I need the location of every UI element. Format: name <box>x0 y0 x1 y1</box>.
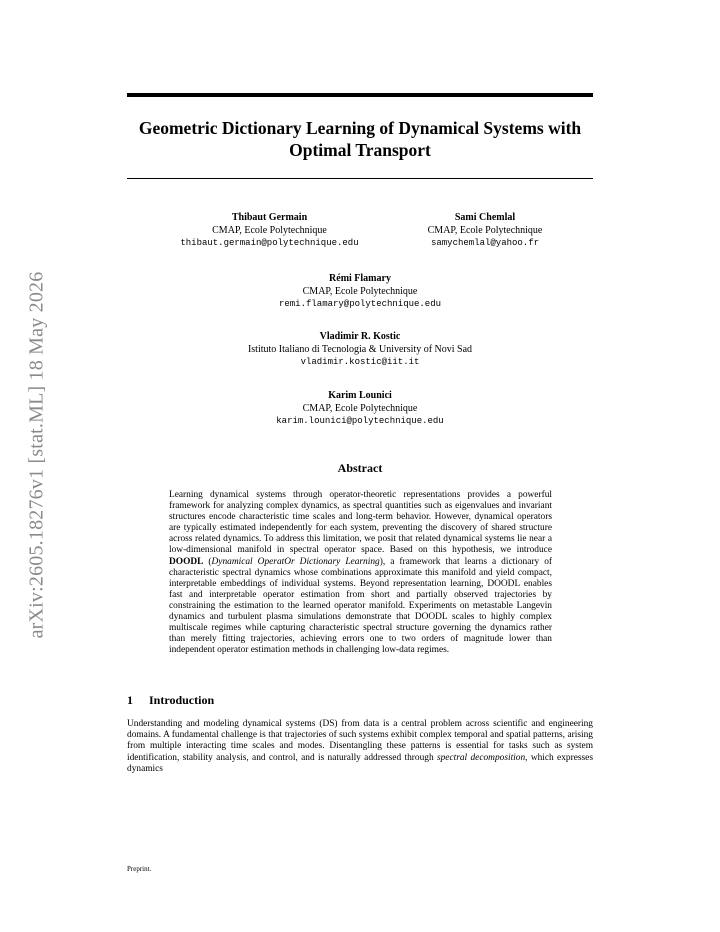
section-number: 1 <box>127 693 133 707</box>
author-affiliation: CMAP, Ecole Polytechnique <box>302 285 418 297</box>
section-heading-introduction <box>127 693 214 708</box>
paper-title: Geometric Dictionary Learning of Dynamical Systems with Optimal Transport <box>138 118 582 160</box>
author-name: Vladimir R. Kostic <box>319 331 401 342</box>
abstract-heading: Abstract <box>337 461 383 475</box>
title-top-rule <box>127 93 593 97</box>
arxiv-identifier[interactable]: arXiv:2605.18276v1 [stat.ML] 18 May 2026 <box>25 271 48 639</box>
intro-text-part2: , which expresses dynamics <box>127 752 593 774</box>
intro-emphasis: spectral decomposition <box>436 752 526 763</box>
preprint-note: Preprint. <box>127 865 152 873</box>
author-block-lounici <box>227 390 493 428</box>
author-email[interactable]: samychemlal@yahoo.fr <box>430 238 540 248</box>
method-expansion: Dynamical OperatOr Dictionary Learning <box>211 556 380 567</box>
author-email[interactable]: vladimir.kostic@iit.it <box>300 357 420 367</box>
author-name: Sami Chemlal <box>454 212 516 223</box>
title-bottom-rule <box>127 178 593 179</box>
author-name: Karim Lounici <box>328 390 392 401</box>
author-email[interactable]: thibaut.germain@polytechnique.edu <box>180 238 359 248</box>
author-affiliation: CMAP, Ecole Polytechnique <box>212 224 327 236</box>
author-name: Thibaut Germain <box>231 212 308 223</box>
author-block-kostic <box>215 331 505 369</box>
method-name: DOODL <box>169 556 204 567</box>
author-affiliation: Istituto Italiano di Tecnologia & University of Novi Sad <box>247 343 473 355</box>
abstract-body: Learning dynamical systems through operator-theoretic representations provides a powerful framework for analyzing complex dynamics, as spectral quantities such as eigenvalues and invariant structures encode characteristic time scales and long-term behavior. However, dynamical operators are typically estimated independently for each system, preventing the discovery of shared structure across related dynamics. To address this limitation, we posit that related dynamical systems lie near a low-dimensional manifold in spectral operator space. Based on this hypothesis, we introduce DOODL (Dynamical OperatOr Dictionary Learning), a framework that learns a dictionary of characteristic spectral dynamics whose combinations approximate this manifold and yield compact, interpretable embeddings of individual systems. Beyond representation learning, DOODL enables fast and interpretable operator estimation from short and partially observed trajectories by constraining the estimation to the learned operator manifold. Experiments on metastable Langevin dynamics and turbulent plasma simulations demonstrate that DOODL scales to highly complex multiscale regimes while capturing characteristic spectral structure governing the dynamics rather than merely fitting trajectories, achieving errors one to two orders of magnitude lower than independent operator estimation methods in challenging low-data regimes. <box>169 490 552 656</box>
author-name: Rémi Flamary <box>329 273 391 284</box>
section-title: Introduction <box>149 693 215 707</box>
intro-text-part1: Understanding and modeling dynamical systems (DS) from data is a central problem across scientific and engineering domains. A fundamental challenge is that trajectories of such systems exhibit complex temporal and spatial patterns, arising from multiple interacting time scales and modes. Disentangling these patterns is essential for tasks such as system identification, stability analysis, and control, and is naturally addressed through <box>127 719 593 763</box>
introduction-body <box>127 719 593 775</box>
abstract-text-part2: , a framework that learns a dictionary of characteristic spectral dynamics whose combinations approximate this manifold and yield compact, interpretable embeddings of individual systems. Beyond representation learning, DOODL enables fast and interpretable operator estimation from short and partially observed trajectories by constraining the estimation to the learned operator manifold. Experiments on metastable Langevin dynamics and turbulent plasma simulations demonstrate that DOODL scales to highly complex multiscale regimes while capturing characteristic spectral structure governing the dynamics rather than merely fitting trajectories, achieving errors one to two orders of magnitude lower than independent operator estimation methods in challenging low-data regimes. <box>169 556 552 656</box>
abstract-text-part1: Learning dynamical systems through operator-theoretic representations provides a powerful framework for analyzing complex dynamics, as spectral quantities such as eigenvalues and invariant structures encode characteristic time scales and long-term behavior. However, dynamical operators are typically estimated independently for each system, preventing the discovery of shared structure across related dynamics. To address this limitation, we posit that related dynamical systems lie near a low-dimensional manifold in spectral operator space. Based on this hypothesis, we introduce <box>169 490 552 556</box>
author-affiliation: CMAP, Ecole Polytechnique <box>427 224 543 236</box>
author-block-chemlal <box>410 212 560 250</box>
author-email[interactable]: remi.flamary@polytechnique.edu <box>278 299 442 309</box>
author-block-flamary <box>227 273 493 311</box>
author-block-germain <box>167 212 372 250</box>
author-email[interactable]: karim.lounici@polytechnique.edu <box>276 416 444 426</box>
author-affiliation: CMAP, Ecole Polytechnique <box>302 402 418 414</box>
